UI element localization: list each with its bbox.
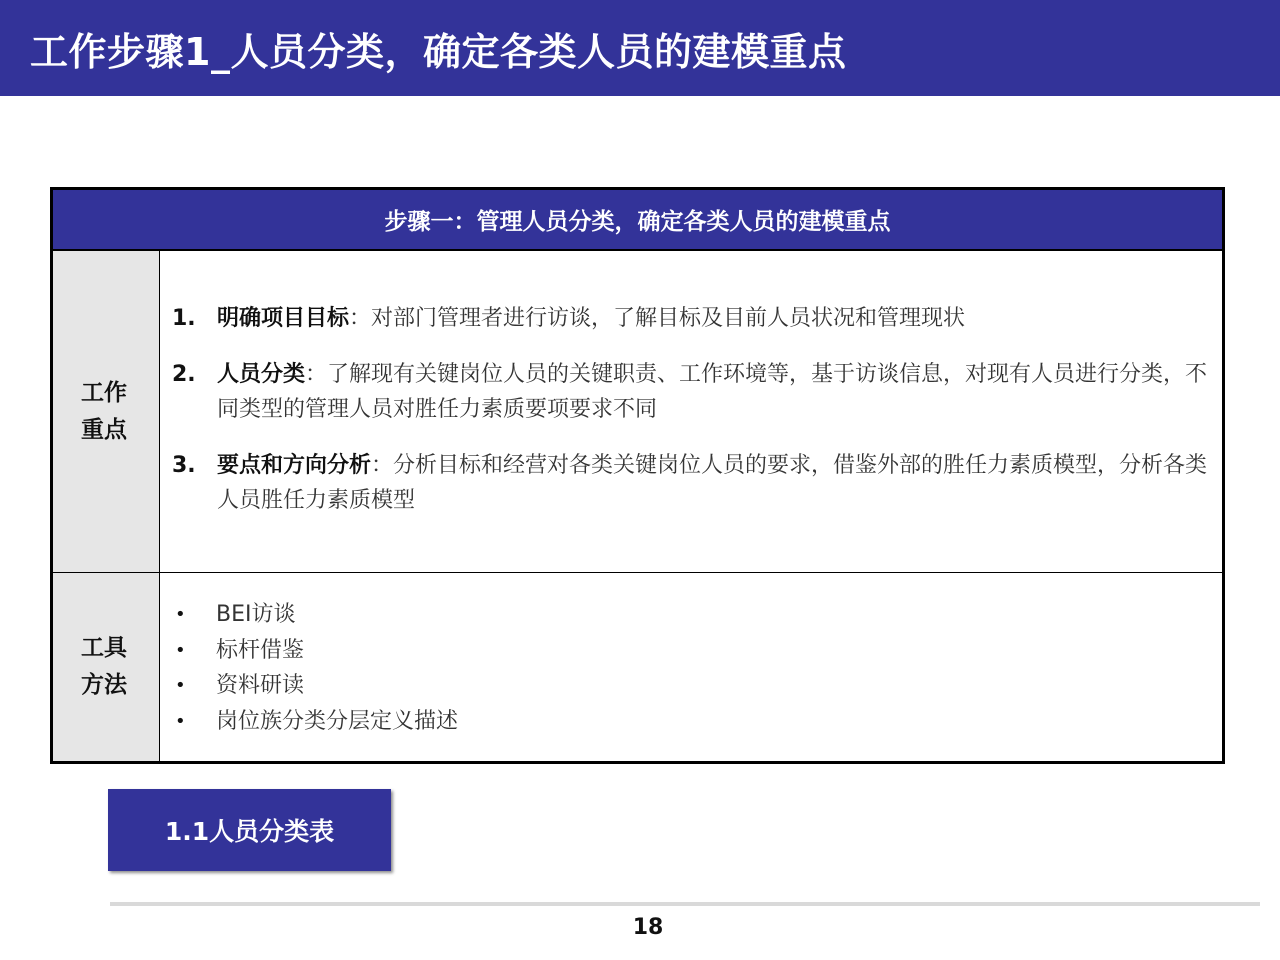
item-title: 明确项目目标 [217, 306, 350, 331]
item-text: 分析目标和经营对各类关键岗位人员的要求，借鉴外部的胜任力素质模型，分析各类人员胜任力素质模型 [217, 453, 1208, 513]
item-title: 人员分类 [217, 362, 306, 387]
tools-methods-list [170, 597, 458, 739]
list-item [170, 597, 458, 633]
list-number: 2. [172, 362, 196, 387]
personnel-classification-table-button[interactable] [108, 789, 391, 871]
bullet-icon: • [175, 675, 186, 696]
list-item [172, 301, 1220, 336]
step-table [50, 187, 1225, 764]
tools-methods-content [160, 573, 1222, 761]
list-item [170, 668, 458, 704]
table-header-title: 步骤一：管理人员分类，确定各类人员的建模重点 [384, 209, 891, 235]
button-label: 1.1人员分类表 [164, 817, 335, 846]
tool-text: 岗位族分类分层定义描述 [216, 708, 459, 734]
footer-divider [110, 902, 1260, 906]
tool-text: BEI访谈 [216, 602, 296, 627]
list-item [170, 704, 458, 740]
work-focus-content [160, 251, 1222, 572]
bullet-icon: • [175, 639, 186, 661]
title-bar [0, 0, 1280, 96]
tool-text: 资料研读 [216, 673, 305, 698]
tools-methods-row [53, 573, 1222, 761]
table-header [53, 190, 1222, 251]
tools-methods-label: 工具 方法 [81, 635, 127, 698]
bullet-icon: • [175, 604, 186, 625]
tools-methods-label-cell [53, 573, 160, 761]
slide-title: 工作步骤1_人员分类，确定各类人员的建模重点 [30, 29, 847, 74]
list-number: 1. [172, 306, 196, 331]
item-text: 对部门管理者进行访谈，了解目标及目前人员状况和管理现状 [371, 306, 966, 331]
page-number: 18 [632, 915, 664, 940]
list-item [170, 633, 458, 669]
work-focus-row [53, 251, 1222, 573]
item-separator: ： [349, 306, 372, 331]
work-focus-list [172, 301, 1220, 539]
item-text: 了解现有关键岗位人员的关键职责、工作环境等，基于访谈信息，对现有人员进行分类，不同类型的管理人员对胜任力素质要项要求不同 [217, 362, 1208, 422]
work-focus-label: 工作 重点 [81, 379, 127, 443]
item-separator: ： [305, 362, 328, 387]
list-item [172, 357, 1220, 427]
item-separator: ： [371, 453, 394, 478]
work-focus-label-cell [53, 251, 160, 572]
tool-text: 标杆借鉴 [216, 637, 305, 663]
list-number: 3. [172, 453, 196, 478]
list-item [172, 448, 1220, 518]
item-title: 要点和方向分析 [217, 453, 372, 478]
bullet-icon: • [175, 710, 186, 732]
